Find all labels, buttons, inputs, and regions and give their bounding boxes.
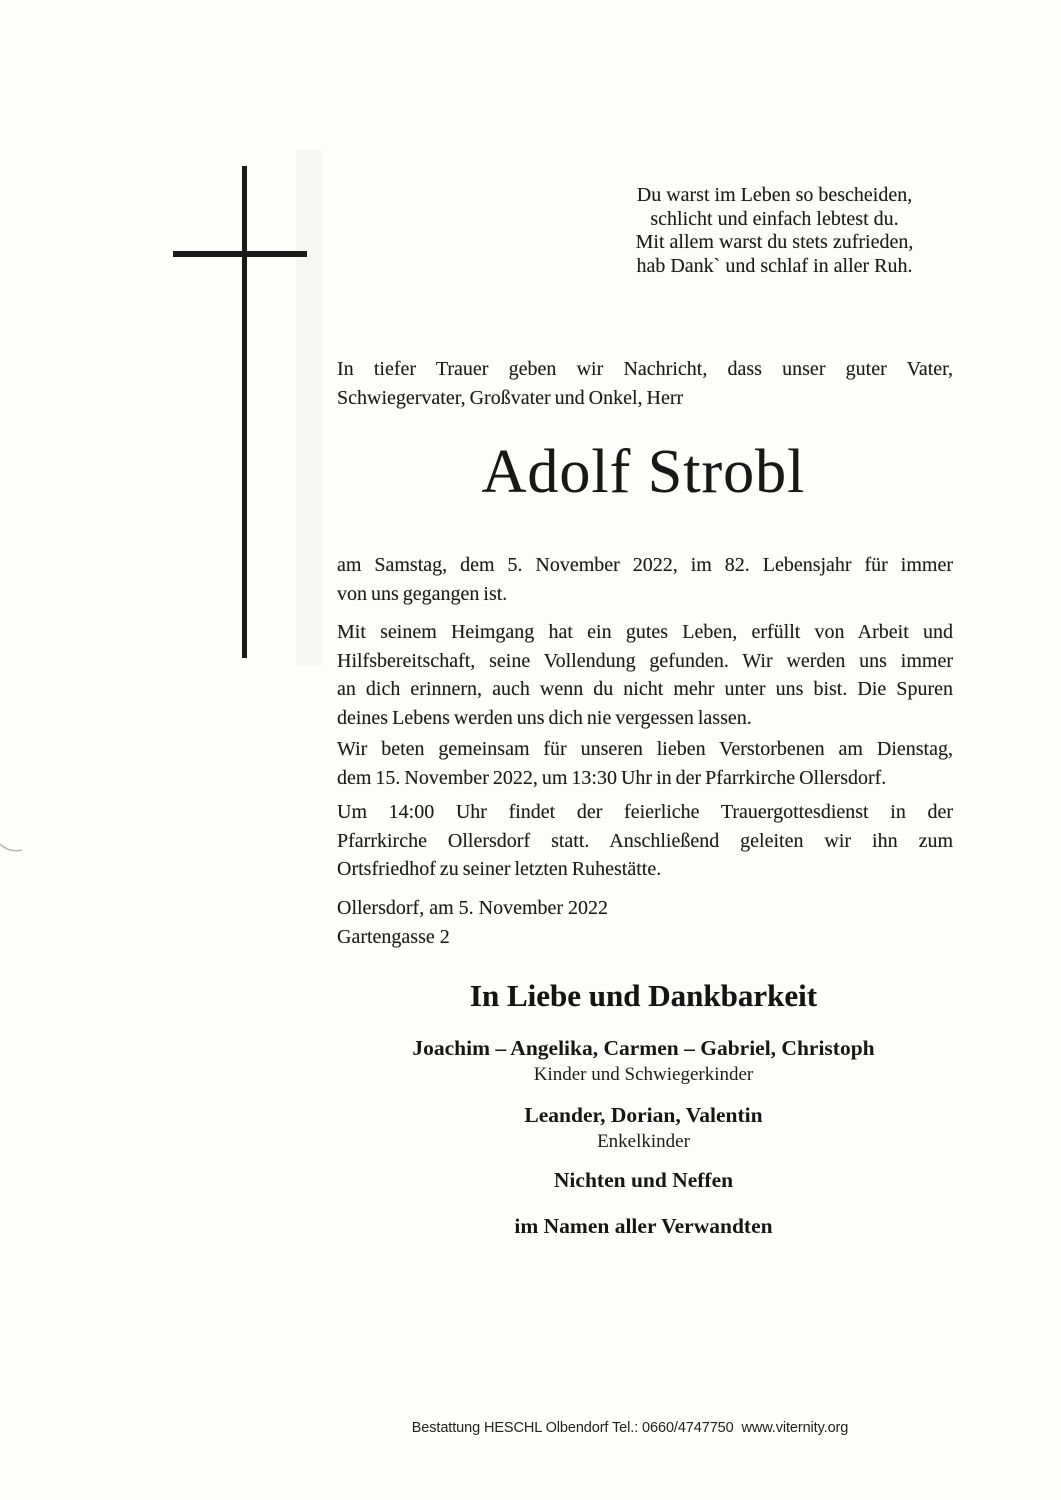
place-date-block xyxy=(337,894,950,951)
mourners-group-children xyxy=(287,1036,1000,1086)
text-line: Hilfsbereitschaft, seine Vollendung gefunden. Wir werden uns immer xyxy=(337,649,953,672)
text-line: dem 15. November 2022, um 13:30 Uhr in der Pfarrkirche Ollersdorf. xyxy=(337,766,887,789)
funeral-home-footer: Bestattung HESCHL Olbendorf Tel.: 0660/4747750 www.viternity.org xyxy=(411,1420,849,1436)
text-line: Du warst im Leben so bescheiden, xyxy=(636,184,913,206)
text-line: Mit allem warst du stets zufrieden, xyxy=(635,231,914,253)
mourners-names: Nichten und Neffen xyxy=(553,1168,734,1192)
text-line: schlicht und einfach lebtest du. xyxy=(650,207,899,230)
mourners-group-nieces-nephews xyxy=(287,1168,1000,1193)
mourners-group-grandchildren xyxy=(287,1103,1000,1153)
memorial-verse xyxy=(602,184,947,278)
text-line: Pfarrkirche Ollersdorf statt. Anschließend geleiten wir ihn zum xyxy=(337,829,953,852)
announcement-intro xyxy=(337,355,953,412)
prayer-paragraph xyxy=(337,735,953,792)
address-line: Gartengasse 2 xyxy=(337,925,450,948)
mourners-names: Leander, Dorian, Valentin xyxy=(524,1103,763,1127)
closing-heading: In Liebe und Dankbarkeit xyxy=(469,978,818,1013)
scan-shadow-artifact xyxy=(296,150,322,665)
mourners-group-relatives xyxy=(287,1214,1000,1239)
text-line: Wir beten gemeinsam für unseren lieben Verstorbenen am Dienstag, xyxy=(337,738,953,760)
mourners-relation: Kinder und Schwiegerkinder xyxy=(533,1064,754,1085)
mourners-relation: Enkelkinder xyxy=(597,1131,690,1152)
text-line: am Samstag, dem 5. November 2022, im 82. Lebensjahr für immer xyxy=(337,554,953,576)
place-date-line: Ollersdorf, am 5. November 2022 xyxy=(337,897,609,919)
text-line: Um 14:00 Uhr findet der feierliche Trauergottesdienst in der xyxy=(337,801,953,823)
text-line: Ortsfriedhof zu seiner letzten Ruhestätte. xyxy=(337,858,662,880)
mourners-names: Joachim – Angelika, Carmen – Gabriel, Christoph xyxy=(412,1036,875,1060)
text-line: Schwiegervater, Großvater und Onkel, Herr xyxy=(337,386,684,409)
service-paragraph xyxy=(337,798,953,884)
text-line: an dich erinnern, auch wenn du nicht mehr unter uns bist. Die Spuren xyxy=(337,678,953,700)
text-line: In tiefer Trauer geben wir Nachricht, dass unser guter Vater, xyxy=(337,358,953,380)
scan-edge-artifact xyxy=(0,834,24,860)
text-line: deines Lebens werden uns dich nie vergessen lassen. xyxy=(337,706,752,729)
eulogy-paragraph xyxy=(337,618,953,732)
death-date-paragraph xyxy=(337,551,953,608)
text-line: hab Dank` und schlaf in aller Ruh. xyxy=(636,254,913,277)
cross-vertical-bar xyxy=(242,166,247,658)
text-line: von uns gegangen ist. xyxy=(337,582,508,605)
cross-horizontal-bar xyxy=(173,251,307,257)
deceased-name: Adolf Strobl xyxy=(481,438,806,506)
mourners-names: im Namen aller Verwandten xyxy=(514,1214,773,1238)
text-line: Mit seinem Heimgang hat ein gutes Leben, erfüllt von Arbeit und xyxy=(337,621,953,643)
